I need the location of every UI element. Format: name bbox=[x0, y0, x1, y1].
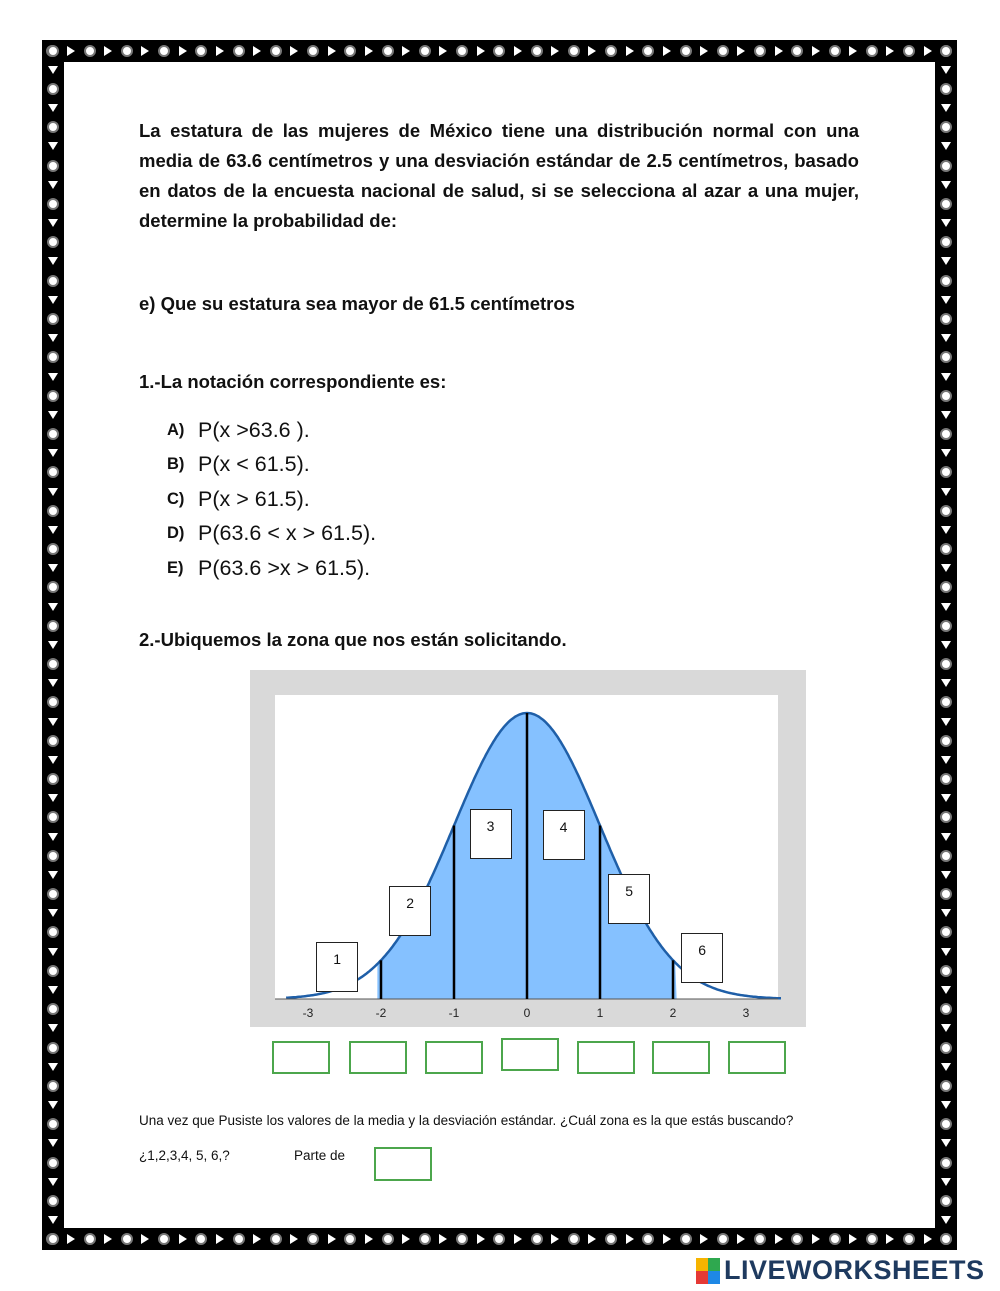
zone-label-box: 6 bbox=[681, 933, 723, 983]
flower-ornament-icon bbox=[47, 1118, 59, 1130]
option-b[interactable] bbox=[167, 448, 376, 483]
triangle-ornament-icon bbox=[290, 1234, 298, 1244]
triangle-ornament-icon bbox=[941, 488, 951, 496]
triangle-ornament-icon bbox=[253, 46, 261, 56]
flower-ornament-icon bbox=[605, 1233, 617, 1245]
triangle-ornament-icon bbox=[216, 1234, 224, 1244]
triangle-ornament-icon bbox=[439, 1234, 447, 1244]
flower-ornament-icon bbox=[940, 1118, 952, 1130]
triangle-ornament-icon bbox=[402, 46, 410, 56]
triangle-ornament-icon bbox=[924, 46, 932, 56]
flower-ornament-icon bbox=[717, 1233, 729, 1245]
triangle-ornament-icon bbox=[48, 526, 58, 534]
zone-value-input[interactable] bbox=[501, 1038, 559, 1071]
triangle-ornament-icon bbox=[941, 794, 951, 802]
flower-ornament-icon bbox=[47, 275, 59, 287]
triangle-ornament-icon bbox=[588, 1234, 596, 1244]
flower-ornament-icon bbox=[568, 45, 580, 57]
zone-value-input[interactable] bbox=[728, 1041, 786, 1074]
x-tick-label: 3 bbox=[742, 1006, 750, 1020]
triangle-ornament-icon bbox=[48, 1024, 58, 1032]
flower-ornament-icon bbox=[940, 121, 952, 133]
flower-ornament-icon bbox=[568, 1233, 580, 1245]
flower-ornament-icon bbox=[47, 1233, 59, 1245]
flower-ornament-icon bbox=[940, 466, 952, 478]
flower-ornament-icon bbox=[940, 965, 952, 977]
triangle-ornament-icon bbox=[941, 449, 951, 457]
flower-ornament-icon bbox=[121, 1233, 133, 1245]
parte-answer-input[interactable] bbox=[374, 1147, 432, 1181]
option-letter: E) bbox=[167, 558, 184, 577]
flower-ornament-icon bbox=[47, 505, 59, 517]
flower-ornament-icon bbox=[195, 45, 207, 57]
x-tick-label: -1 bbox=[448, 1006, 460, 1020]
triangle-ornament-icon bbox=[48, 1178, 58, 1186]
triangle-ornament-icon bbox=[886, 1234, 894, 1244]
triangle-ornament-icon bbox=[48, 488, 58, 496]
triangle-ornament-icon bbox=[551, 1234, 559, 1244]
triangle-ornament-icon bbox=[477, 46, 485, 56]
triangle-ornament-icon bbox=[551, 46, 559, 56]
triangle-ornament-icon bbox=[48, 909, 58, 917]
triangle-ornament-icon bbox=[626, 46, 634, 56]
flower-ornament-icon bbox=[940, 428, 952, 440]
flower-ornament-icon bbox=[195, 1233, 207, 1245]
triangle-ornament-icon bbox=[48, 794, 58, 802]
triangle-ornament-icon bbox=[48, 603, 58, 611]
flower-ornament-icon bbox=[940, 581, 952, 593]
triangle-ornament-icon bbox=[48, 986, 58, 994]
triangle-ornament-icon bbox=[48, 833, 58, 841]
flower-ornament-icon bbox=[47, 696, 59, 708]
triangle-ornament-icon bbox=[141, 1234, 149, 1244]
triangle-ornament-icon bbox=[48, 718, 58, 726]
flower-ornament-icon bbox=[940, 1003, 952, 1015]
triangle-ornament-icon bbox=[941, 756, 951, 764]
flower-ornament-icon bbox=[866, 45, 878, 57]
triangle-ornament-icon bbox=[588, 46, 596, 56]
option-c[interactable] bbox=[167, 482, 376, 517]
flower-ornament-icon bbox=[47, 965, 59, 977]
flower-ornament-icon bbox=[47, 160, 59, 172]
flower-ornament-icon bbox=[47, 888, 59, 900]
flower-ornament-icon bbox=[940, 1080, 952, 1092]
flower-ornament-icon bbox=[940, 83, 952, 95]
flower-ornament-icon bbox=[47, 121, 59, 133]
flower-ornament-icon bbox=[493, 45, 505, 57]
border-ornaments-top bbox=[42, 40, 957, 62]
flower-ornament-icon bbox=[940, 236, 952, 248]
zone-label-box: 4 bbox=[543, 810, 585, 860]
zone-value-input[interactable] bbox=[577, 1041, 635, 1074]
triangle-ornament-icon bbox=[941, 411, 951, 419]
flower-ornament-icon bbox=[233, 1233, 245, 1245]
triangle-ornament-icon bbox=[849, 46, 857, 56]
flower-ornament-icon bbox=[158, 45, 170, 57]
flower-ornament-icon bbox=[940, 773, 952, 785]
flower-ornament-icon bbox=[829, 1233, 841, 1245]
flower-ornament-icon bbox=[47, 620, 59, 632]
flower-ornament-icon bbox=[47, 1157, 59, 1169]
triangle-ornament-icon bbox=[812, 1234, 820, 1244]
flower-ornament-icon bbox=[47, 45, 59, 57]
triangle-ornament-icon bbox=[48, 296, 58, 304]
option-letter: A) bbox=[167, 420, 185, 439]
flower-ornament-icon bbox=[47, 1195, 59, 1207]
triangle-ornament-icon bbox=[941, 909, 951, 917]
zone-value-input[interactable] bbox=[349, 1041, 407, 1074]
zone-choices: ¿1,2,3,4, 5, 6,? bbox=[139, 1148, 230, 1163]
flower-ornament-icon bbox=[270, 1233, 282, 1245]
flower-ornament-icon bbox=[940, 735, 952, 747]
triangle-ornament-icon bbox=[179, 46, 187, 56]
border-ornaments-bottom bbox=[42, 1228, 957, 1250]
triangle-ornament-icon bbox=[941, 373, 951, 381]
triangle-ornament-icon bbox=[941, 679, 951, 687]
flower-ornament-icon bbox=[456, 1233, 468, 1245]
flower-ornament-icon bbox=[121, 45, 133, 57]
triangle-ornament-icon bbox=[941, 526, 951, 534]
triangle-ornament-icon bbox=[48, 334, 58, 342]
problem-item: e) Que su estatura sea mayor de 61.5 centímetros bbox=[139, 293, 575, 314]
triangle-ornament-icon bbox=[253, 1234, 261, 1244]
triangle-ornament-icon bbox=[67, 1234, 75, 1244]
triangle-ornament-icon bbox=[941, 718, 951, 726]
flower-ornament-icon bbox=[940, 313, 952, 325]
triangle-ornament-icon bbox=[941, 104, 951, 112]
zone-answer-row bbox=[0, 1040, 1000, 1076]
triangle-ornament-icon bbox=[48, 66, 58, 74]
flower-ornament-icon bbox=[940, 926, 952, 938]
triangle-ornament-icon bbox=[663, 1234, 671, 1244]
flower-ornament-icon bbox=[940, 696, 952, 708]
triangle-ornament-icon bbox=[941, 986, 951, 994]
flower-ornament-icon bbox=[531, 45, 543, 57]
flower-ornament-icon bbox=[754, 45, 766, 57]
triangle-ornament-icon bbox=[941, 181, 951, 189]
flower-ornament-icon bbox=[47, 735, 59, 747]
flower-ornament-icon bbox=[158, 1233, 170, 1245]
triangle-ornament-icon bbox=[179, 1234, 187, 1244]
triangle-ornament-icon bbox=[886, 46, 894, 56]
triangle-ornament-icon bbox=[514, 46, 522, 56]
triangle-ornament-icon bbox=[48, 257, 58, 265]
zone-label-box: 2 bbox=[389, 886, 431, 936]
flower-ornament-icon bbox=[940, 850, 952, 862]
parte-label: Parte de bbox=[294, 1148, 346, 1163]
flower-ornament-icon bbox=[605, 45, 617, 57]
flower-ornament-icon bbox=[233, 45, 245, 57]
flower-ornament-icon bbox=[940, 198, 952, 210]
flower-ornament-icon bbox=[940, 1233, 952, 1245]
triangle-ornament-icon bbox=[626, 1234, 634, 1244]
flower-ornament-icon bbox=[270, 45, 282, 57]
triangle-ornament-icon bbox=[941, 948, 951, 956]
triangle-ornament-icon bbox=[924, 1234, 932, 1244]
flower-ornament-icon bbox=[47, 811, 59, 823]
triangle-ornament-icon bbox=[700, 1234, 708, 1244]
zone-label-box: 5 bbox=[608, 874, 650, 924]
triangle-ornament-icon bbox=[48, 948, 58, 956]
flower-ornament-icon bbox=[940, 620, 952, 632]
triangle-ornament-icon bbox=[941, 1178, 951, 1186]
option-letter: C) bbox=[167, 489, 185, 508]
triangle-ornament-icon bbox=[941, 296, 951, 304]
triangle-ornament-icon bbox=[290, 46, 298, 56]
triangle-ornament-icon bbox=[812, 46, 820, 56]
triangle-ornament-icon bbox=[941, 641, 951, 649]
flower-ornament-icon bbox=[531, 1233, 543, 1245]
triangle-ornament-icon bbox=[48, 219, 58, 227]
triangle-ornament-icon bbox=[941, 1024, 951, 1032]
zone-label-box: 3 bbox=[470, 809, 512, 859]
flower-ornament-icon bbox=[717, 45, 729, 57]
x-tick-label: 0 bbox=[523, 1006, 531, 1020]
flower-ornament-icon bbox=[940, 351, 952, 363]
triangle-ornament-icon bbox=[737, 46, 745, 56]
option-text: P(x < 61.5). bbox=[198, 452, 310, 477]
zone-value-input[interactable] bbox=[425, 1041, 483, 1074]
option-text: P(63.6 < x > 61.5). bbox=[198, 521, 377, 546]
triangle-ornament-icon bbox=[48, 756, 58, 764]
flower-ornament-icon bbox=[47, 351, 59, 363]
flower-ornament-icon bbox=[791, 45, 803, 57]
triangle-ornament-icon bbox=[941, 871, 951, 879]
flower-ornament-icon bbox=[47, 926, 59, 938]
triangle-ornament-icon bbox=[365, 1234, 373, 1244]
option-text: P(x > 61.5). bbox=[198, 486, 310, 511]
footer-question: Una vez que Pusiste los valores de la media y la desviación estándar. ¿Cuál zona es la que estás buscando? bbox=[139, 1113, 794, 1128]
flower-ornament-icon bbox=[47, 466, 59, 478]
flower-ornament-icon bbox=[940, 505, 952, 517]
triangle-ornament-icon bbox=[941, 334, 951, 342]
triangle-ornament-icon bbox=[141, 46, 149, 56]
flower-ornament-icon bbox=[940, 1157, 952, 1169]
flower-ornament-icon bbox=[642, 45, 654, 57]
triangle-ornament-icon bbox=[737, 1234, 745, 1244]
flower-ornament-icon bbox=[344, 45, 356, 57]
option-text: P(63.6 >x > 61.5). bbox=[198, 555, 371, 580]
zone-label-box: 1 bbox=[316, 942, 358, 992]
flower-ornament-icon bbox=[940, 811, 952, 823]
triangle-ornament-icon bbox=[941, 257, 951, 265]
flower-ornament-icon bbox=[47, 198, 59, 210]
flower-ornament-icon bbox=[47, 658, 59, 670]
option-letter: D) bbox=[167, 524, 185, 543]
triangle-ornament-icon bbox=[48, 104, 58, 112]
flower-ornament-icon bbox=[419, 1233, 431, 1245]
zone-value-input[interactable] bbox=[652, 1041, 710, 1074]
triangle-ornament-icon bbox=[216, 46, 224, 56]
flower-ornament-icon bbox=[940, 1195, 952, 1207]
triangle-ornament-icon bbox=[775, 46, 783, 56]
flower-ornament-icon bbox=[866, 1233, 878, 1245]
triangle-ornament-icon bbox=[48, 449, 58, 457]
flower-ornament-icon bbox=[382, 45, 394, 57]
flower-ornament-icon bbox=[47, 83, 59, 95]
triangle-ornament-icon bbox=[775, 1234, 783, 1244]
triangle-ornament-icon bbox=[477, 1234, 485, 1244]
triangle-ornament-icon bbox=[67, 46, 75, 56]
triangle-ornament-icon bbox=[328, 1234, 336, 1244]
triangle-ornament-icon bbox=[48, 411, 58, 419]
triangle-ornament-icon bbox=[941, 1139, 951, 1147]
flower-ornament-icon bbox=[47, 313, 59, 325]
flower-ornament-icon bbox=[903, 45, 915, 57]
triangle-ornament-icon bbox=[48, 1139, 58, 1147]
option-text: P(x >63.6 ). bbox=[198, 417, 310, 442]
triangle-ornament-icon bbox=[941, 142, 951, 150]
flower-ornament-icon bbox=[940, 390, 952, 402]
flower-ornament-icon bbox=[47, 543, 59, 555]
flower-ornament-icon bbox=[829, 45, 841, 57]
option-d[interactable] bbox=[167, 517, 376, 552]
triangle-ornament-icon bbox=[849, 1234, 857, 1244]
triangle-ornament-icon bbox=[104, 46, 112, 56]
problem-statement: La estatura de las mujeres de México tiene una distribución normal con una media de 63.6 centímetros y una desviación estándar de 2.5 centímetros, basado en datos de la encuesta nacional de salud, si se selecciona al azar a una mujer, determine la probabilidad de: bbox=[139, 120, 859, 231]
triangle-ornament-icon bbox=[941, 564, 951, 572]
flower-ornament-icon bbox=[47, 850, 59, 862]
triangle-ornament-icon bbox=[402, 1234, 410, 1244]
flower-ornament-icon bbox=[84, 1233, 96, 1245]
brand-logo bbox=[696, 1255, 985, 1286]
triangle-ornament-icon bbox=[365, 46, 373, 56]
x-tick-label: 2 bbox=[669, 1006, 677, 1020]
triangle-ornament-icon bbox=[48, 181, 58, 189]
flower-ornament-icon bbox=[754, 1233, 766, 1245]
flower-ornament-icon bbox=[47, 390, 59, 402]
flower-ornament-icon bbox=[680, 45, 692, 57]
triangle-ornament-icon bbox=[48, 564, 58, 572]
option-e[interactable] bbox=[167, 551, 376, 586]
flower-ornament-icon bbox=[307, 1233, 319, 1245]
flower-ornament-icon bbox=[903, 1233, 915, 1245]
flower-ornament-icon bbox=[47, 773, 59, 785]
triangle-ornament-icon bbox=[48, 1216, 58, 1224]
triangle-ornament-icon bbox=[941, 219, 951, 227]
triangle-ornament-icon bbox=[941, 1216, 951, 1224]
flower-ornament-icon bbox=[47, 1003, 59, 1015]
question-2-title: 2.-Ubiquemos la zona que nos están solicitando. bbox=[139, 629, 567, 650]
triangle-ornament-icon bbox=[48, 871, 58, 879]
option-a[interactable] bbox=[167, 413, 376, 448]
option-letter: B) bbox=[167, 455, 185, 474]
flower-ornament-icon bbox=[47, 581, 59, 593]
question-1-title: 1.-La notación correspondiente es: bbox=[139, 371, 447, 392]
triangle-ornament-icon bbox=[104, 1234, 112, 1244]
flower-ornament-icon bbox=[47, 236, 59, 248]
flower-ornament-icon bbox=[680, 1233, 692, 1245]
triangle-ornament-icon bbox=[439, 46, 447, 56]
flower-ornament-icon bbox=[940, 658, 952, 670]
triangle-ornament-icon bbox=[48, 679, 58, 687]
flower-ornament-icon bbox=[47, 428, 59, 440]
flower-ornament-icon bbox=[47, 1080, 59, 1092]
flower-ornament-icon bbox=[940, 888, 952, 900]
flower-ornament-icon bbox=[940, 160, 952, 172]
triangle-ornament-icon bbox=[941, 66, 951, 74]
flower-ornament-icon bbox=[642, 1233, 654, 1245]
normal-distribution-chart bbox=[250, 670, 806, 1027]
triangle-ornament-icon bbox=[700, 46, 708, 56]
zone-value-input[interactable] bbox=[272, 1041, 330, 1074]
triangle-ornament-icon bbox=[48, 1101, 58, 1109]
triangle-ornament-icon bbox=[663, 46, 671, 56]
triangle-ornament-icon bbox=[48, 641, 58, 649]
question-1-options bbox=[167, 413, 376, 586]
x-tick-label: 1 bbox=[596, 1006, 604, 1020]
flower-ornament-icon bbox=[307, 45, 319, 57]
x-tick-label: -3 bbox=[302, 1006, 314, 1020]
triangle-ornament-icon bbox=[941, 1101, 951, 1109]
flower-ornament-icon bbox=[940, 543, 952, 555]
triangle-ornament-icon bbox=[48, 373, 58, 381]
flower-ornament-icon bbox=[456, 45, 468, 57]
flower-ornament-icon bbox=[382, 1233, 394, 1245]
flower-ornament-icon bbox=[84, 45, 96, 57]
flower-ornament-icon bbox=[419, 45, 431, 57]
brand-name: LIVEWORKSHEETS bbox=[724, 1255, 985, 1285]
flower-ornament-icon bbox=[940, 45, 952, 57]
triangle-ornament-icon bbox=[941, 833, 951, 841]
triangle-ornament-icon bbox=[514, 1234, 522, 1244]
brand-icon bbox=[696, 1258, 720, 1284]
flower-ornament-icon bbox=[791, 1233, 803, 1245]
flower-ornament-icon bbox=[344, 1233, 356, 1245]
triangle-ornament-icon bbox=[941, 603, 951, 611]
flower-ornament-icon bbox=[940, 275, 952, 287]
triangle-ornament-icon bbox=[48, 142, 58, 150]
x-tick-label: -2 bbox=[375, 1006, 387, 1020]
triangle-ornament-icon bbox=[328, 46, 336, 56]
flower-ornament-icon bbox=[493, 1233, 505, 1245]
